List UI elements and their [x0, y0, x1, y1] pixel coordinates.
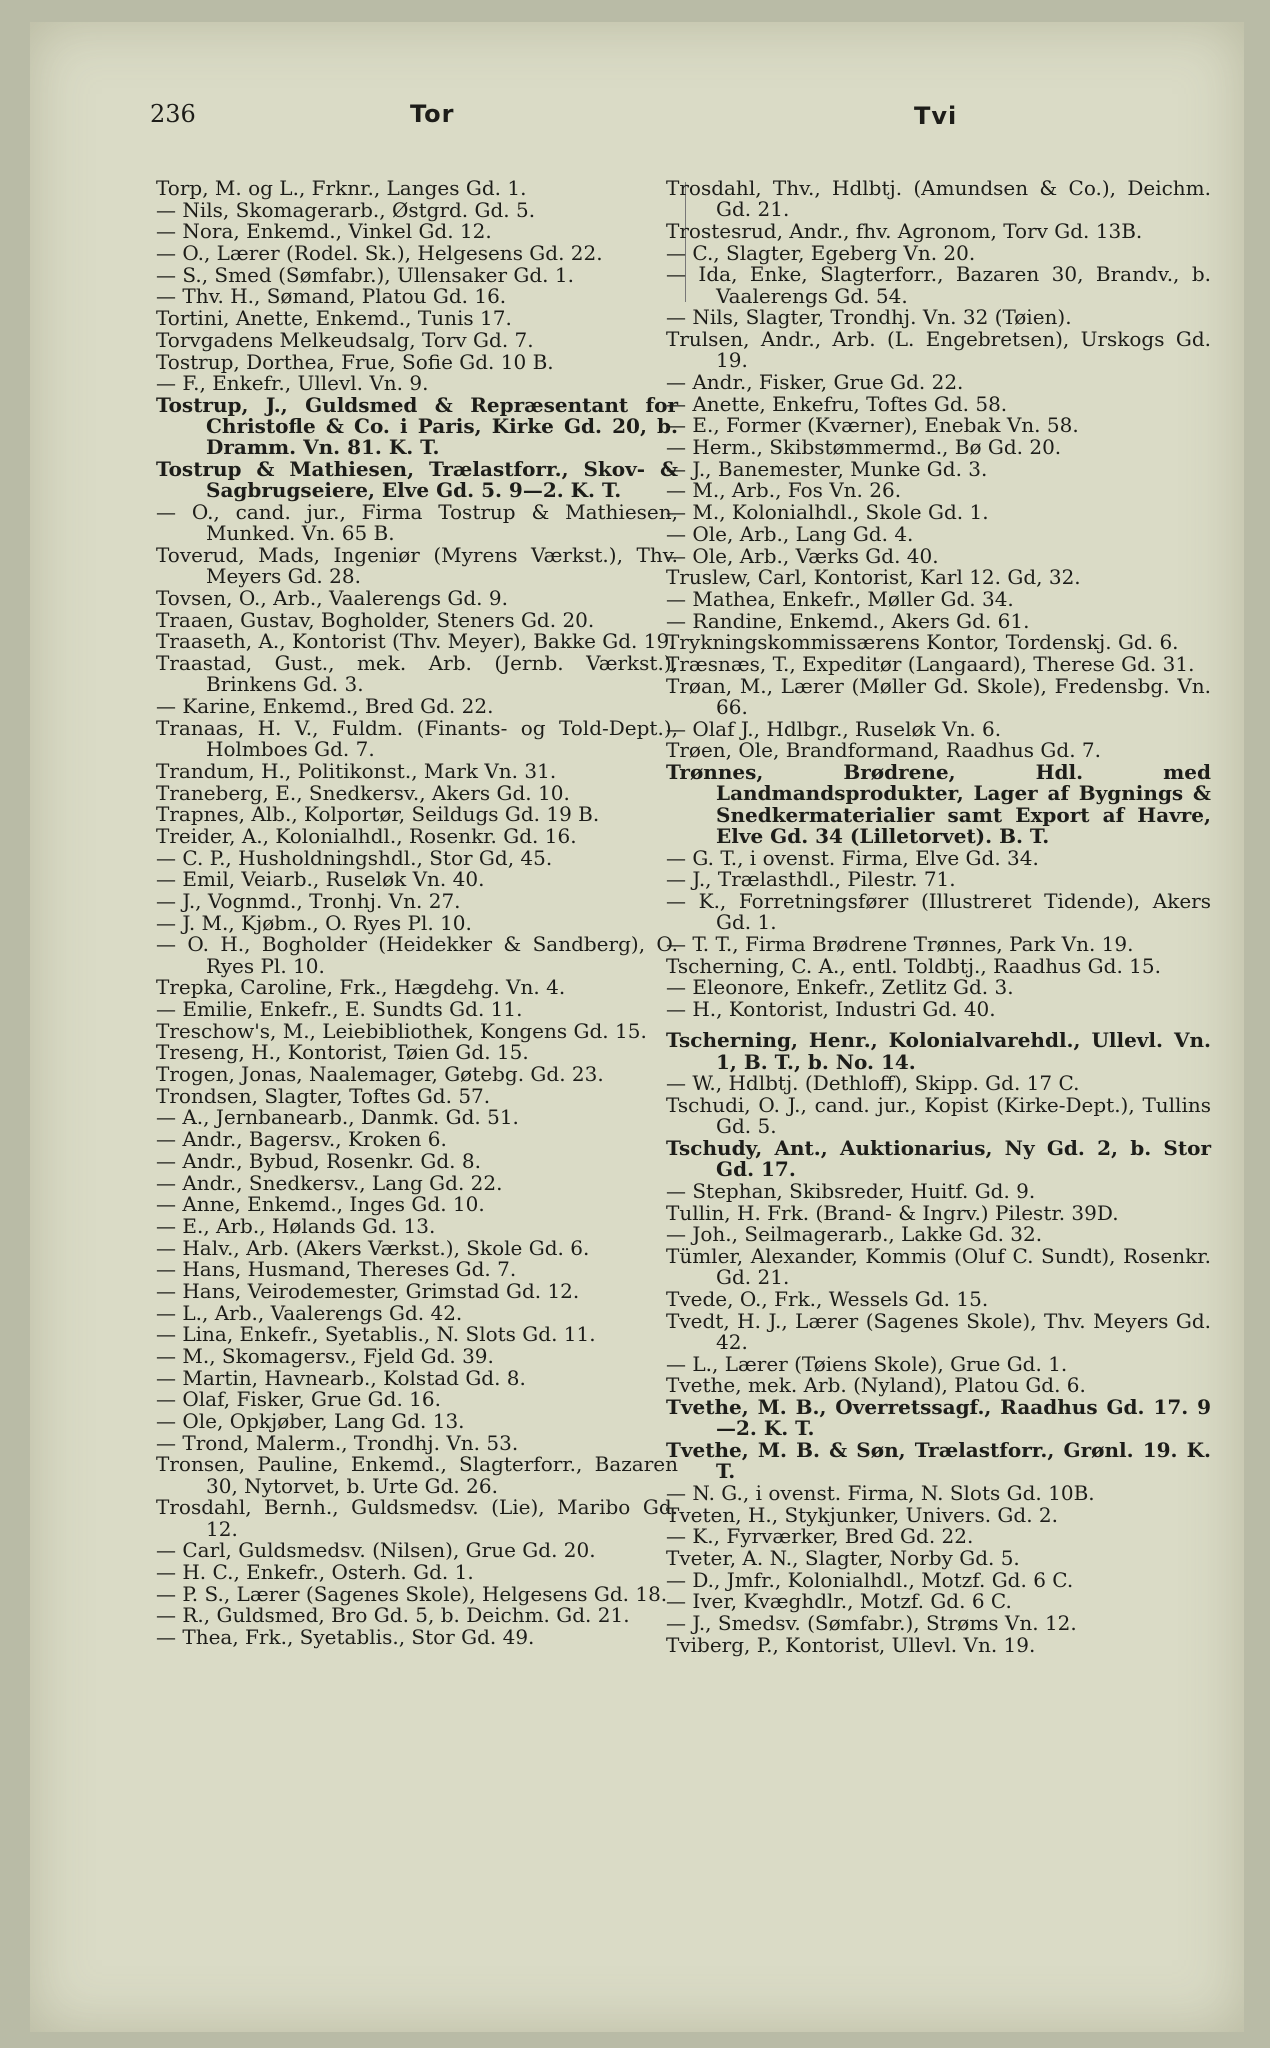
directory-entry: — W., Hdlbtj. (Dethloff), Skipp. Gd. 17 C.: [666, 1071, 1080, 1096]
directory-entry: Tveter, A. N., Slagter, Norby Gd. 5.: [666, 1546, 1020, 1571]
directory-entry: Tschudi, O. J., cand. jur., Kopist (Kirke-Dept.), Tullins Gd. 5.: [666, 1092, 1211, 1139]
directory-entry: Treschow's, M., Leiebibliothek, Kongens Gd. 15.: [156, 1018, 647, 1043]
directory-entry: — Thea, Frk., Syetablis., Stor Gd. 49.: [156, 1625, 535, 1650]
directory-entry: — Olaf, Fisker, Grue Gd. 16.: [156, 1387, 441, 1412]
directory-entry: — K., Forretningsfører (Illustreret Tidende), Akers Gd. 1.: [666, 888, 1211, 935]
directory-entry: Trøan, M., Lærer (Møller Gd. Skole), Fredensbg. Vn. 66.: [666, 673, 1211, 719]
directory-entry: Trapnes, Alb., Kolportør, Seildugs Gd. 19 B.: [156, 802, 600, 827]
directory-entry: — O., cand. jur., Firma Tostrup & Mathiesen, Munked. Vn. 65 B.: [156, 500, 678, 546]
directory-entry: Traaseth, A., Kontorist (Thv. Meyer), Bakke Gd. 19.: [156, 629, 676, 654]
directory-entry: Tvethe, mek. Arb. (Nyland), Platou Gd. 6.: [666, 1373, 1086, 1398]
directory-entry: Tscherning, C. A., entl. Toldbtj., Raadhus Gd. 15.: [666, 953, 1161, 978]
directory-entry: Traastad, Gust., mek. Arb. (Jernb. Værkst.), Brinkens Gd. 3.: [156, 651, 678, 697]
directory-entry: Tveten, H., Stykjunker, Univers. Gd. 2.: [666, 1502, 1058, 1527]
directory-entry: Torp, M. og L., Frknr., Langes Gd. 1.: [156, 176, 527, 200]
directory-entry: Tvethe, M. B. & Søn, Trælastforr., Grønl. 19. K. T.: [666, 1438, 1211, 1484]
directory-entry: — Carl, Guldsmedsv. (Nilsen), Grue Gd. 20.: [156, 1538, 596, 1563]
directory-entry: Tvede, O., Frk., Wessels Gd. 15.: [666, 1286, 989, 1311]
directory-entry: — Hans, Husmand, Thereses Gd. 7.: [156, 1257, 517, 1282]
directory-entry: Tronsen, Pauline, Enkemd., Slagterforr., Bazaren 30, Nytorvet, b. Urte Gd. 26.: [156, 1452, 678, 1498]
page-number: 236: [150, 100, 196, 128]
directory-entry: — J., Smedsv. (Sømfabr.), Strøms Vn. 12.: [666, 1611, 1077, 1636]
directory-entry: — Hans, Veirodemester, Grimstad Gd. 12.: [156, 1278, 580, 1303]
directory-entry: — J., Banemester, Munke Gd. 3.: [666, 456, 988, 481]
directory-entry: — Halv., Arb. (Akers Værkst.), Skole Gd. 6.: [156, 1235, 590, 1260]
directory-entry: — C., Slagter, Egeberg Vn. 20.: [666, 240, 976, 265]
directory-entry: — O. H., Bogholder (Heidekker & Sandberg), O. Ryes Pl. 10.: [156, 932, 678, 978]
directory-entry: — S., Smed (Sømfabr.), Ullensaker Gd. 1.: [156, 262, 574, 287]
directory-entry: — Nils, Slagter, Trondhj. Vn. 32 (Tøien).: [666, 305, 1072, 330]
directory-entry: — Iver, Kvæghdlr., Motzf. Gd. 6 C.: [666, 1589, 1012, 1614]
directory-entry: Trogen, Jonas, Naalemager, Gøtebg. Gd. 23.: [156, 1062, 604, 1087]
directory-entry: — M., Skomagersv., Fjeld Gd. 39.: [156, 1344, 494, 1368]
directory-entry: — Nora, Enkemd., Vinkel Gd. 12.: [156, 219, 492, 244]
directory-entry: — K., Fyrværker, Bred Gd. 22.: [666, 1524, 974, 1549]
running-head-right: Tvi: [914, 102, 958, 130]
directory-entry: — Emilie, Enkefr., E. Sundts Gd. 11.: [156, 997, 523, 1021]
directory-entry: — Emil, Veiarb., Ruseløk Vn. 40.: [156, 867, 485, 892]
directory-entry: — Ole, Opkjøber, Lang Gd. 13.: [156, 1409, 465, 1434]
directory-entry: Tovsen, O., Arb., Vaalerengs Gd. 9.: [156, 586, 508, 611]
directory-entry: Trosdahl, Thv., Hdlbtj. (Amundsen & Co.), Deichm. Gd. 21.: [666, 176, 1211, 222]
directory-entry: — Nils, Skomagerarb., Østgrd. Gd. 5.: [156, 197, 536, 222]
directory-entry: Tullin, H. Frk. (Brand- & Ingrv.) Pilestr. 39D.: [666, 1200, 1119, 1225]
directory-entry: — D., Jmfr., Kolonialhdl., Motzf. Gd. 6 C.: [666, 1567, 1074, 1592]
directory-entry: Trøen, Ole, Brandformand, Raadhus Gd. 7.: [666, 738, 1101, 763]
directory-entry: — Andr., Bagersv., Kroken 6.: [156, 1127, 447, 1152]
directory-entry: — G. T., i ovenst. Firma, Elve Gd. 34.: [666, 845, 1039, 870]
directory-entry: Tschudy, Ant., Auktionarius, Ny Gd. 2, b. Stor Gd. 17.: [666, 1135, 1211, 1182]
directory-entry: Trondsen, Slagter, Toftes Gd. 57.: [156, 1083, 491, 1108]
directory-entry: — Ole, Arb., Værks Gd. 40.: [666, 543, 939, 568]
directory-entry: — J. M., Kjøbm., O. Ryes Pl. 10.: [156, 910, 472, 935]
directory-entry: Tostrup & Mathiesen, Trælastforr., Skov- & Sagbrugseiere, Elve Gd. 5. 9—2. K. T.: [156, 457, 678, 503]
directory-entry: — Randine, Enkemd., Akers Gd. 61.: [666, 608, 1030, 633]
directory-entry: Tostrup, J., Guldsmed & Repræsentant for Christofle & Co. i Paris, Kirke Gd. 20, b. Dramm. Vn. 81. K. T.: [156, 392, 678, 460]
directory-entry: — Mathea, Enkefr., Møller Gd. 34.: [666, 586, 1014, 611]
directory-entry: — T. T., Firma Brødrene Trønnes, Park Vn. 19.: [666, 931, 1134, 956]
directory-entry: — Andr., Fisker, Grue Gd. 22.: [666, 370, 964, 395]
directory-entry: — Joh., Seilmagerarb., Lakke Gd. 32.: [666, 1222, 1043, 1247]
running-head-left: Tor: [410, 100, 455, 128]
directory-entry: — Trond, Malerm., Trondhj. Vn. 53.: [156, 1430, 519, 1455]
page-header: [30, 84, 1244, 134]
directory-entry: Træsnæs, T., Expeditør (Langaard), Therese Gd. 31.: [666, 651, 1195, 676]
directory-entry: Traaen, Gustav, Bogholder, Steners Gd. 20.: [156, 607, 595, 632]
directory-entry: — Martin, Havnearb., Kolstad Gd. 8.: [156, 1365, 526, 1390]
directory-entry: — Ida, Enke, Slagterforr., Bazaren 30, Brandv., b. Vaalerengs Gd. 54.: [666, 262, 1211, 308]
directory-entry: Truslew, Carl, Kontorist, Karl 12. Gd, 32.: [666, 565, 1081, 590]
directory-entry: — H., Kontorist, Industri Gd. 40.: [666, 997, 996, 1021]
directory-entry: — Andr., Snedkersv., Lang Gd. 22.: [156, 1170, 503, 1195]
directory-entry: — E., Former (Kværner), Enebak Vn. 58.: [666, 413, 1079, 438]
directory-entry: — Karine, Enkemd., Bred Gd. 22.: [156, 694, 494, 719]
directory-entry: Trosdahl, Bernh., Guldsmedsv. (Lie), Maribo Gd. 12.: [156, 1495, 678, 1541]
directory-entry: Treider, A., Kolonialhdl., Rosenkr. Gd. 16.: [156, 823, 577, 848]
directory-entry: Tümler, Alexander, Kommis (Oluf C. Sundt), Rosenkr. Gd. 21.: [666, 1244, 1211, 1290]
directory-entry: — Stephan, Skibsreder, Huitf. Gd. 9.: [666, 1178, 1036, 1203]
directory-entry: — R., Guldsmed, Bro Gd. 5, b. Deichm. Gd. 21.: [156, 1603, 630, 1628]
directory-entry: Tvedt, H. J., Lærer (Sagenes Skole), Thv. Meyers Gd. 42.: [666, 1308, 1211, 1354]
directory-entry: Treseng, H., Kontorist, Tøien Gd. 15.: [156, 1040, 529, 1065]
directory-entry: Trønnes, Brødrene, Hdl. med Landmandsprodukter, Lager af Bygnings & Snedkermaterialier samt Export af Havre, Elve Gd. 34 (Lilletorvet). B. T.: [666, 760, 1211, 848]
directory-entry: Trykningskommissærens Kontor, Tordenskj. Gd. 6.: [666, 630, 1179, 655]
directory-entry: — L., Lærer (Tøiens Skole), Grue Gd. 1.: [666, 1351, 1068, 1376]
directory-page: [30, 22, 1244, 2032]
directory-entry: — Herm., Skibstømmermd., Bø Gd. 20.: [666, 435, 1062, 460]
directory-entry: — Eleonore, Enkefr., Zetlitz Gd. 3.: [666, 975, 1014, 1000]
directory-entry: — H. C., Enkefr., Osterh. Gd. 1.: [156, 1560, 474, 1585]
right-column: [666, 178, 1211, 1657]
directory-entry: Tranaas, H. V., Fuldm. (Finants- og Told-Dept.), Holmboes Gd. 7.: [156, 715, 678, 762]
directory-entry: Trostesrud, Andr., fhv. Agronom, Torv Gd. 13B.: [666, 218, 1143, 243]
left-column: [156, 178, 678, 1649]
directory-entry: — Anne, Enkemd., Inges Gd. 10.: [156, 1192, 485, 1217]
directory-entry: — M., Arb., Fos Vn. 26.: [666, 478, 902, 503]
directory-entry: — L., Arb., Vaalerengs Gd. 42.: [156, 1300, 463, 1325]
directory-entry: — M., Kolonialhdl., Skole Gd. 1.: [666, 500, 989, 525]
directory-entry: Torvgadens Melkeudsalg, Torv Gd. 7.: [156, 327, 534, 352]
directory-entry: — Ole, Arb., Lang Gd. 4.: [666, 521, 914, 546]
directory-entry: Toverud, Mads, Ingeniør (Myrens Værkst.), Thv. Meyers Gd. 28.: [156, 543, 678, 589]
directory-entry: Trulsen, Andr., Arb. (L. Engebretsen), Urskogs Gd. 19.: [666, 327, 1211, 373]
directory-entry: — E., Arb., Hølands Gd. 13.: [156, 1213, 436, 1238]
directory-entry: Trandum, H., Politikonst., Mark Vn. 31.: [156, 758, 557, 783]
directory-entry: — J., Trælasthdl., Pilestr. 71.: [666, 867, 956, 892]
directory-entry: — O., Lærer (Rodel. Sk.), Helgesens Gd. 22.: [156, 241, 603, 266]
directory-entry: Trepka, Caroline, Frk., Hægdehg. Vn. 4.: [156, 975, 566, 1000]
directory-entry: Tortini, Anette, Enkemd., Tunis 17.: [156, 306, 512, 331]
directory-entry: — A., Jernbanearb., Danmk. Gd. 51.: [156, 1105, 519, 1130]
directory-entry: — Anette, Enkefru, Toftes Gd. 58.: [666, 391, 1008, 416]
directory-entry: Tscherning, Henr., Kolonialvarehdl., Ullevl. Vn. 1, B. T., b. No. 14.: [666, 1028, 1211, 1074]
directory-entry: — Olaf J., Hdlbgr., Ruseløk Vn. 6.: [666, 716, 1002, 741]
directory-entry: — N. G., i ovenst. Firma, N. Slots Gd. 10B.: [666, 1481, 1095, 1505]
directory-entry: — Lina, Enkefr., Syetablis., N. Slots Gd. 11.: [156, 1322, 596, 1347]
directory-entry: Tviberg, P., Kontorist, Ullevl. Vn. 19.: [666, 1632, 1036, 1657]
directory-entry: — Thv. H., Sømand, Platou Gd. 16.: [156, 284, 507, 309]
directory-entry: — J., Vognmd., Tronhj. Vn. 27.: [156, 888, 461, 913]
directory-entry: Tostrup, Dorthea, Frue, Sofie Gd. 10 B.: [156, 349, 554, 374]
directory-entry: Traneberg, E., Snedkersv., Akers Gd. 10.: [156, 780, 570, 805]
directory-entry: Tvethe, M. B., Overretssagf., Raadhus Gd. 17. 9—2. K. T.: [666, 1395, 1211, 1441]
directory-entry: — Andr., Bybud, Rosenkr. Gd. 8.: [156, 1148, 481, 1173]
directory-entry: — F., Enkefr., Ullevl. Vn. 9.: [156, 371, 429, 396]
directory-entry: — P. S., Lærer (Sagenes Skole), Helgesens Gd. 18.: [156, 1581, 668, 1606]
directory-entry: — C. P., Husholdningshdl., Stor Gd, 45.: [156, 845, 553, 870]
